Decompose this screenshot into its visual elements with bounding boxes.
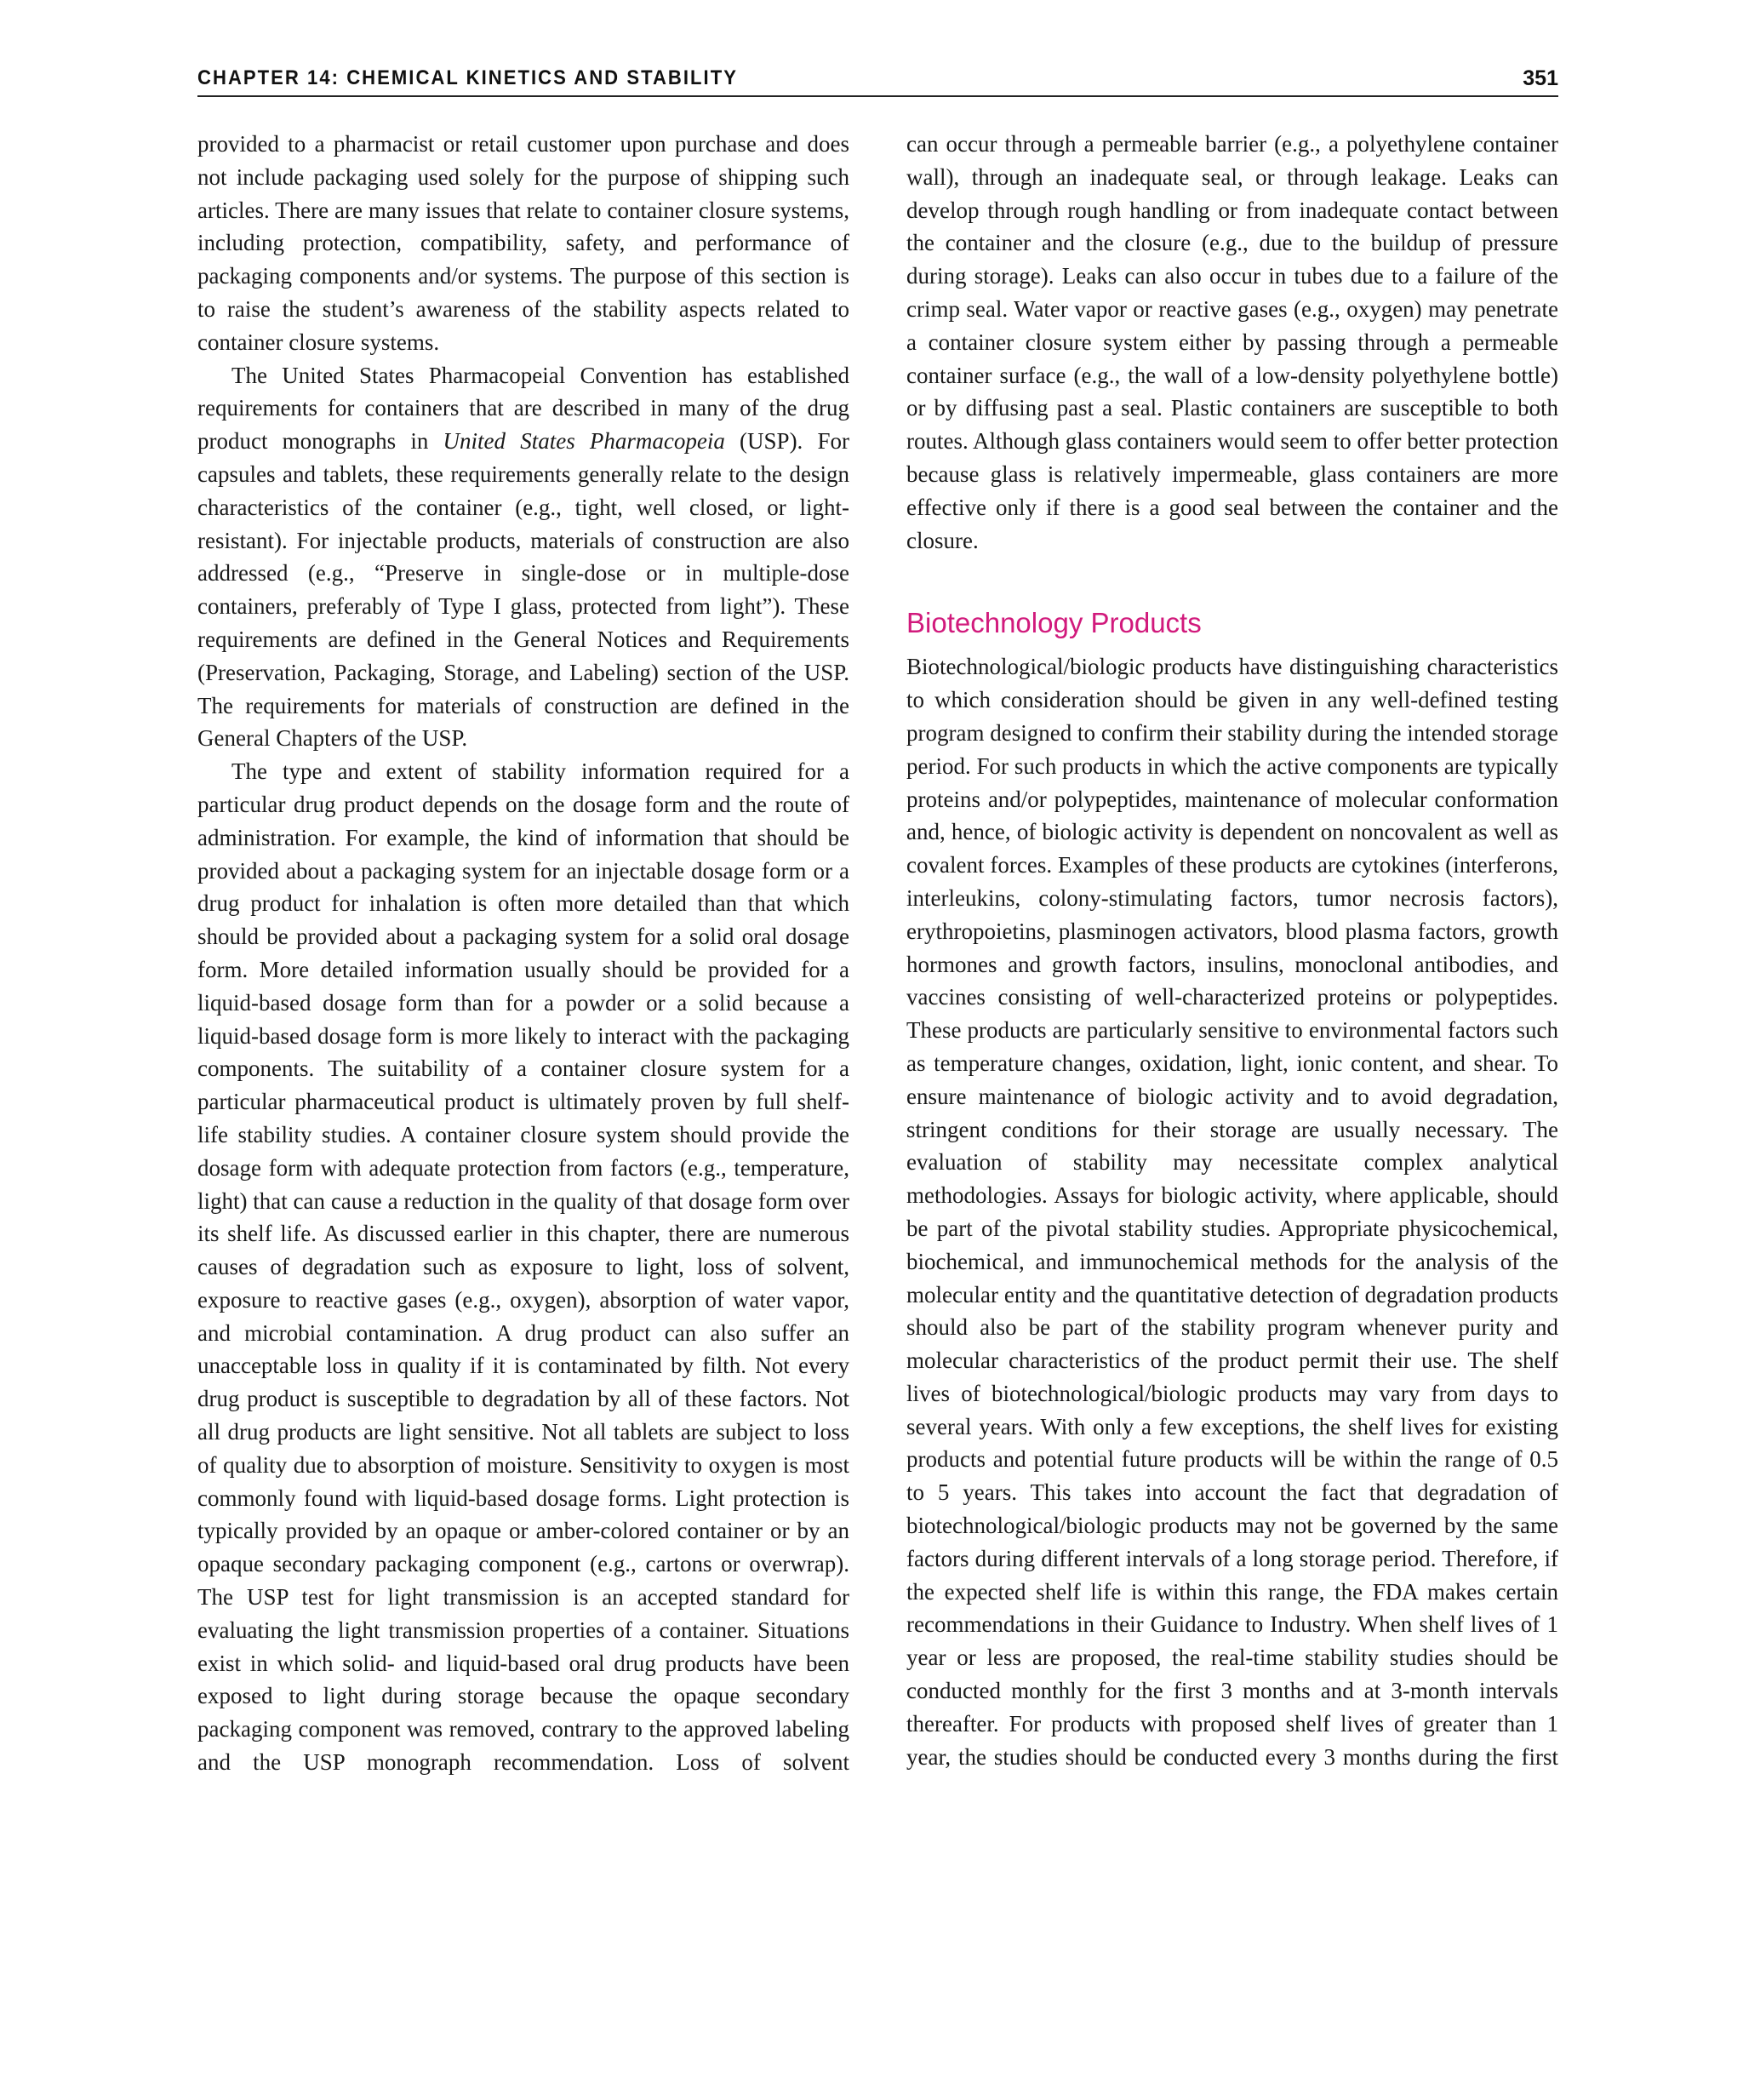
right-column xyxy=(906,128,1558,1773)
paragraph-biotechnology-products: Biotechnological/biologic products have distinguishing characteristics to which consideration should be given in any well-defined testing program designed to confirm their stability during the intended storage period. For such products in which the active components are typically proteins and/or polypeptides, maintenance of molecular conformation and, hence, of biologic activity is dependent on noncovalent as well as covalent forces. Examples of these products are cytokines (interferons, interleukins, colony-stimulating factors, tumor necrosis factors), erythropoietins, plasminogen activators, blood plasma factors, growth hormones and growth factors, insulins, monoclonal antibodies, and vaccines consisting of well-characterized proteins or polypeptides. These products are particularly sensitive to environmental factors such as temperature changes, oxidation, light, ionic content, and shear. To ensure maintenance of biologic activity and to avoid degradation, stringent conditions for their storage are usually necessary. The evaluation of stability may necessitate complex analytical methodologies. Assays for biologic activity, where applicable, should be part of the pivotal stability studies. Appropriate physicochemical, biochemical, and immunochemical methods for the analysis of the molecular entity and the quantitative detection of degradation products should also be part of the stability program whenever purity and molecular characteristics of the product permit their use. The shelf lives of biotechnological/biologic products may vary from days to several years. With only a few exceptions, the shelf lives for existing products and potential future products will be within the range of 0.5 to 5 years. This takes into account the fact that degradation of biotechnological/biologic products may not be governed by the same factors during different intervals of a long storage period. Therefore, if the expected shelf life is within this range, the FDA makes certain recommendations in their Guidance to Industry. When shelf lives of 1 year or less are proposed, the real-time stability studies should be conducted monthly for the first 3 months and at 3-month intervals thereafter. For products with proposed shelf lives of greater than 1 year, the studies should be conducted every 3 months during the first xyxy=(906,654,1558,1770)
running-head xyxy=(197,66,1558,97)
page-number: 351 xyxy=(1523,66,1558,90)
paragraph-stability-information: The type and extent of stability information required for a particular drug product depends on the dosage form and the route of administration. For example, the kind of information that should be provided about a packaging system for an injectable dosage form or a drug product for inhalation is often more detailed than that which should be provided about a packaging system for a solid oral dosage form. More detailed information usually should be provided for a liquid-based dosage form than for a powder or a solid because a liquid-based dosage form is more likely to interact with the packaging components. The suitability of a container closure system for a particular pharmaceutical product is ultimately proven by full shelf-life stability studies. A container closure system should provide the dosage form with adequate protection from factors (e.g., temperature, light) that can cause a reduction in the quality of that dosage form over its shelf life. As discussed earlier in this chapter, there are numerous causes of degradation such as exposure to light, loss of solvent, exposure to reactive gases (e.g., oxygen), absorption of water vapor, and microbial contamination. A drug product can also suffer an unacceptable loss in quality if it is contaminated by filth. Not every drug product is susceptible to degradation by all of these factors. Not all drug products are light sensitive. Not all tablets are subject to loss of quality due to absorption of moisture. Sensitivity to oxygen is most commonly found with liquid-based dosage forms. Light protection is typically provided by an opaque or amber-colored container or by an opaque secondary packaging component (e.g., cartons or overwrap). The USP test for light transmission is an accepted standard for evaluating the light transmission properties of a container. Situations exist in which solid- and liquid-based oral drug products have been exposed to light during storage because the opaque secondary packaging component was removed, contrary to the approved labeling and the USP monograph recommendation. Loss of solvent xyxy=(197,758,849,1776)
paragraph-usp-requirements xyxy=(197,359,849,756)
usp-title-italic: United States Pharmacopeia xyxy=(443,428,725,455)
paragraph-container-closure-intro: provided to a pharmacist or retail customer upon purchase and does not include packaging used solely for the purpose of shipping such articles. There are many issues that relate to container closure systems, including protection, compatibility, safety, and performance of packaging components and/or systems. The purpose of this section is to raise the student’s awareness of the stability aspects related to container closure systems. xyxy=(197,131,849,355)
usp-text-start: The United States Pharmacopeial Convention has established requirements for containers that are described in many of the drug product monographs in xyxy=(197,362,849,455)
chapter-title: CHAPTER 14: CHEMICAL KINETICS AND STABILITY xyxy=(197,66,738,89)
usp-text-end: (USP). For capsules and tablets, these requirements generally relate to the design characteristics of the container (e.g., tight, well closed, or light-resistant). For injectable products, materials of construction are also addressed (e.g., “Preserve in single-dose or in multiple-dose containers, preferably of Type I glass, protected from light”). These requirements are defined in the General Notices and Requirements (Preservation, Packaging, Storage, and Labeling) section of the USP. The requirements for materials of construction are defined in the General Chapters of the USP. xyxy=(197,428,850,752)
left-column xyxy=(197,128,849,1779)
paragraph-permeable-barrier: can occur through a permeable barrier (e.g., a polyethylene container wall), through an inadequate seal, or through leakage. Leaks can develop through rough handling or from inadequate contact between the container and the closure (e.g., due to the buildup of pressure during storage). Leaks can also occur in tubes due to a failure of the crimp seal. Water vapor or reactive gases (e.g., oxygen) may penetrate a container closure system either by passing through a permeable container surface (e.g., the wall of a low-density polyethylene bottle) or by diffusing past a seal. Plastic containers are susceptible to both routes. Although glass containers would seem to offer better protection because glass is relatively impermeable, glass containers are more effective only if there is a good seal between the container and the closure. xyxy=(906,131,1558,553)
section-heading-biotechnology: Biotechnology Products xyxy=(906,607,1202,639)
